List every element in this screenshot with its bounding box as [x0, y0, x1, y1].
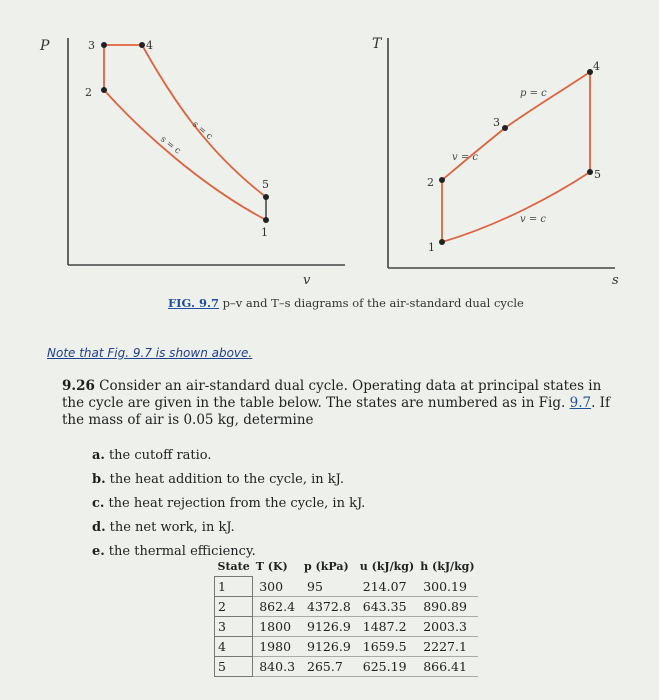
pv-state-4-label: 4 — [146, 39, 153, 52]
pv-state-5-label: 5 — [262, 178, 269, 191]
question-item: e. the thermal efficiency. — [92, 544, 256, 559]
table-header: State — [217, 559, 250, 573]
question-list — [92, 446, 365, 566]
ts-state-2-point — [439, 177, 445, 183]
pv-isentrope-upper-label: s = c — [190, 119, 215, 143]
ts-state-5-label: 5 — [594, 168, 601, 181]
ts-state-1-point — [439, 239, 445, 245]
problem-statement — [62, 378, 622, 429]
table-header: h (kJ/kg) — [420, 559, 475, 573]
ts-axis-x-label: s — [612, 273, 619, 288]
table-row: 5 840.3 265.7 625.19 866.41 — [215, 657, 478, 677]
pv-state-4-point — [139, 42, 145, 48]
problem-text-2: . If the mass of air is 0.05 kg, determine — [62, 395, 611, 428]
figure-9-7 — [0, 0, 659, 320]
table-header-row — [215, 556, 478, 577]
pv-state-1-point — [263, 217, 269, 223]
ts-p-const-label: p = c — [520, 88, 547, 99]
problem-text-1: Consider an air-standard dual cycle. Operating data at principal states in the cycle are given in the table below. The states are numbered as in Fig. — [62, 378, 602, 411]
table-row: 4 1980 9126.9 1659.5 2227.1 — [215, 637, 478, 657]
figure-ref-link[interactable]: FIG. 9.7 — [168, 296, 219, 310]
question-item: a. the cutoff ratio. — [92, 448, 212, 463]
ts-v-const-lower-label: v = c — [520, 214, 546, 225]
pv-isentrope-lower-label: s = c — [158, 134, 183, 157]
note-text: Note that Fig. 9.7 is shown above. — [47, 346, 253, 360]
ts-state-1-label: 1 — [428, 241, 435, 254]
table-header: u (kJ/kg) — [359, 559, 415, 573]
pv-state-5-point — [263, 194, 269, 200]
table-row: 1 300 95 214.07 300.19 — [215, 577, 478, 597]
ts-state-5-point — [587, 169, 593, 175]
pv-state-2-point — [101, 87, 107, 93]
pv-state-1-label: 1 — [261, 226, 268, 239]
question-item: b. the heat addition to the cycle, in kJ. — [92, 472, 344, 487]
question-item: c. the heat rejection from the cycle, in kJ. — [92, 496, 366, 511]
ts-state-2-label: 2 — [427, 176, 434, 189]
ts-state-3-label: 3 — [493, 116, 500, 129]
pv-axis-x-label: v — [303, 273, 311, 288]
state-data-table — [214, 556, 478, 677]
problem-fig-link[interactable]: 9.7 — [569, 395, 592, 411]
pv-state-3-point — [101, 42, 107, 48]
table-row: 2 862.4 4372.8 643.35 890.89 — [215, 597, 478, 617]
table-header: T (K) — [255, 559, 288, 573]
ts-state-3-point — [502, 125, 508, 131]
pv-diagram — [39, 38, 345, 288]
table-row: 3 1800 9126.9 1487.2 2003.3 — [215, 617, 478, 637]
pv-heat-addition-path — [104, 45, 142, 90]
pv-compression-curve — [104, 90, 266, 220]
ts-v-const-upper-label: v = c — [452, 152, 478, 163]
figure-caption — [168, 296, 524, 310]
ts-state-4-label: 4 — [593, 60, 600, 73]
pv-expansion-curve — [142, 45, 266, 197]
ts-diagram — [372, 36, 619, 288]
ts-axis-y-label: T — [372, 36, 382, 52]
question-item: d. the net work, in kJ. — [92, 520, 235, 535]
caption-text: p–v and T–s diagrams of the air-standard dual cycle — [218, 296, 524, 310]
pv-state-3-label: 3 — [88, 39, 95, 52]
pv-axis-y-label: P — [40, 38, 50, 54]
table-header: p (kPa) — [304, 559, 349, 573]
pv-state-2-label: 2 — [85, 86, 92, 99]
problem-number: 9.26 — [62, 378, 95, 394]
